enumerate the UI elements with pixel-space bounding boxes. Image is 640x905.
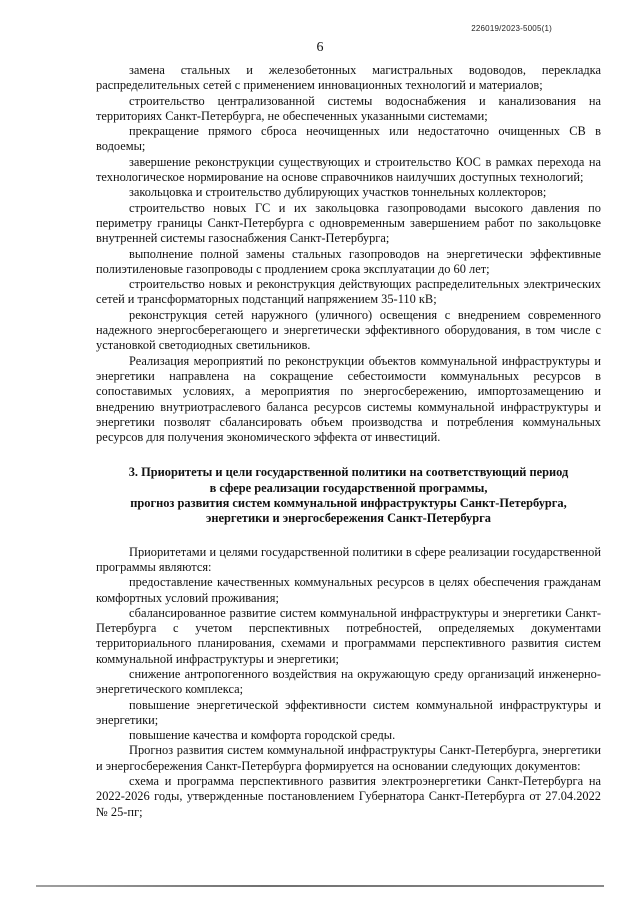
paragraph: сбалансированное развитие систем коммунальной инфраструктуры и энергетики Санкт-Петербурга с учетом перспективных потребностей, определяемых документами территориального планирования, схемами и программами перспективного развития систем коммунальной инфраструктуры и энергетики;: [96, 605, 601, 666]
paragraph: Прогноз развития систем коммунальной инфраструктуры Санкт-Петербурга, энергетики и энергосбережения Санкт-Петербурга формируется на основании следующих документов:: [96, 743, 601, 773]
paragraph: Реализация мероприятий по реконструкции объектов коммунальной инфраструктуры и энергетики направлена на сокращение себестоимости коммунальных ресурсов в сопоставимых условиях, а мероприятия по энергосбережению, импортозамещению и внедрению внутриотраслевого баланса ресурсов системы коммунальной инфраструктуры и энергетики позволят сбалансировать объем производства и потребления коммунальных ресурсов для получения экономического эффекта от инвестиций.: [96, 353, 601, 445]
paragraph: прекращение прямого сброса неочищенных или недостаточно очищенных СВ в водоемы;: [96, 124, 601, 154]
scan-edge-line: [36, 885, 604, 887]
paragraph: снижение антропогенного воздействия на окружающую среду организаций инженерно-энергетического комплекса;: [96, 666, 601, 697]
paragraph: реконструкция сетей наружного (уличного) освещения с внедрением современного надежного энергосберегающего и энергетически эффективного оборудования, в том числе с установкой светодиодных светильников.: [96, 307, 601, 353]
page-number: 6: [316, 40, 324, 55]
paragraph: строительство новых и реконструкция действующих распределительных электрических сетей и трансформаторных подстанций напряжением 35-110 кВ;: [96, 277, 601, 307]
paragraph: повышение качества и комфорта городской среды.: [129, 728, 396, 743]
paragraph: замена стальных и железобетонных магистральных водоводов, перекладка распределительных сетей с применением инновационных технологий и материалов;: [96, 63, 601, 93]
section-heading-line: 3. Приоритеты и цели государственной политики на соответствующий период: [128, 465, 569, 480]
paragraph: завершение реконструкции существующих и строительство КОС в рамках перехода на технологическое нормирование на основе справочников наилучших доступных технологий;: [96, 154, 601, 185]
paragraph: закольцовка и строительство дублирующих участков тоннельных коллекторов;: [129, 185, 547, 200]
paragraph: строительство централизованной системы водоснабжения и канализования на территориях Санкт-Петербурга, не обеспеченных указанными системами;: [96, 93, 601, 123]
paragraph: выполнение полной замены стальных газопроводов на энергетически эффективные полиэтиленовые газопроводы с продлением срока эксплуатации до 60 лет;: [96, 246, 601, 276]
section-heading-line: энергетики и энергосбережения Санкт-Петербурга: [206, 511, 491, 526]
document-body: [96, 63, 601, 820]
paragraph: строительство новых ГС и их закольцовка газопроводами высокого давления по периметру границы Санкт-Петербурга с одновременным завершением работ по закольцовке внутренней системы газоснабжения Санкт-Петербурга;: [96, 200, 601, 246]
section-heading-line: прогноз развития систем коммунальной инфраструктуры Санкт-Петербурга,: [130, 496, 567, 511]
section-heading-line: в сфере реализации государственной программы,: [209, 480, 488, 495]
paragraph: Приоритетами и целями государственной политики в сфере реализации государственной программы являются:: [96, 544, 601, 574]
paragraph: схема и программа перспективного развития электроэнергетики Санкт-Петербурга на 2022-2026 годы, утвержденные постановлением Губернатора Санкт-Петербурга от 27.04.2022 № 25-пг;: [96, 774, 601, 819]
paragraph: предоставление качественных коммунальных ресурсов в целях обеспечения гражданам комфортных условий проживания;: [96, 575, 601, 605]
paragraph: повышение энергетической эффективности систем коммунальной инфраструктуры и энергетики;: [96, 697, 601, 727]
document-number: 226019/2023-5005(1): [471, 24, 552, 33]
section-heading: [96, 465, 601, 526]
